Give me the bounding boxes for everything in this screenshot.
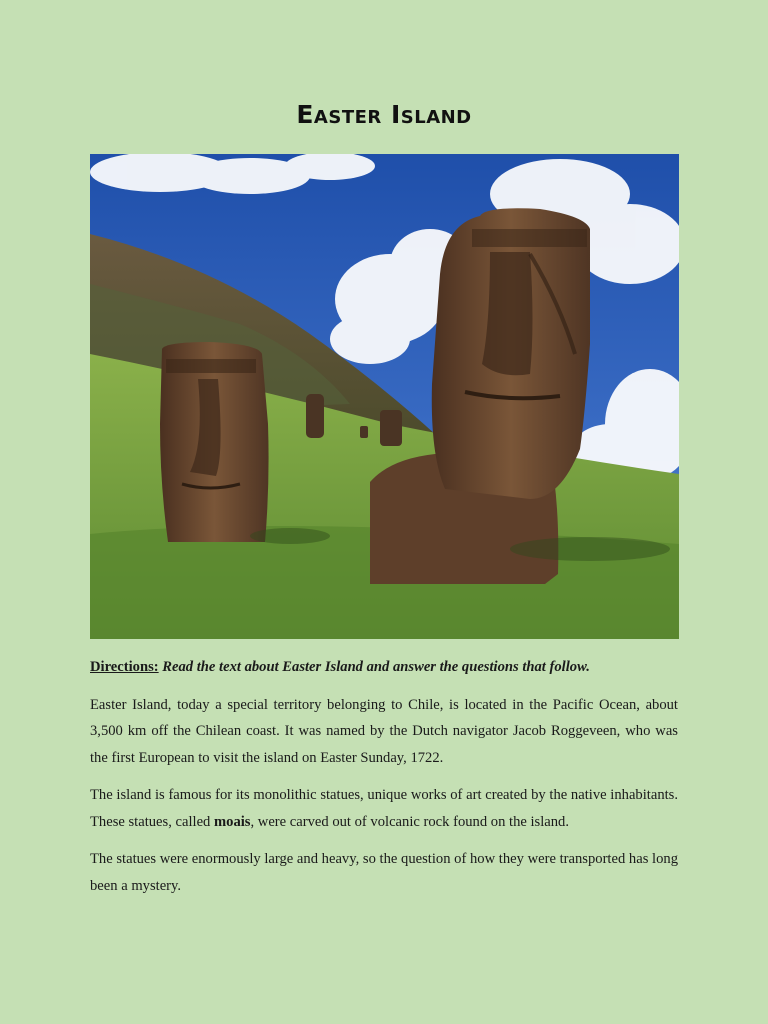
page-title: Easter Island xyxy=(296,100,472,129)
directions-line xyxy=(90,654,678,681)
reading-text xyxy=(90,654,678,910)
paragraph-2-end: , were carved out of volcanic rock found on the island. xyxy=(250,813,570,830)
paragraph-2-start: The island is famous for its monolithic statues, unique works of art created by the native inhabitants. These statues, called xyxy=(90,787,678,830)
directions-text: Read the text about Easter Island and answer the questions that follow. xyxy=(162,659,590,675)
directions-label: Directions: xyxy=(90,659,159,675)
paragraph-1: Easter Island, today a special territory belonging to Chile, is located in the Pacific Ocean, about 3,500 km off the Chilean coast. It was named by the Dutch navigator Jacob Roggeveen, who was the first European to visit the island on Easter Sunday, 1722. xyxy=(90,696,678,766)
left-moai-statue xyxy=(160,342,269,542)
moais-term: moais xyxy=(214,813,251,830)
paragraph-2 xyxy=(90,782,678,835)
moai-photo xyxy=(90,154,679,639)
paragraph-3: The statues were enormously large and heavy, so the question of how they were transported has long been a mystery. xyxy=(90,851,678,894)
